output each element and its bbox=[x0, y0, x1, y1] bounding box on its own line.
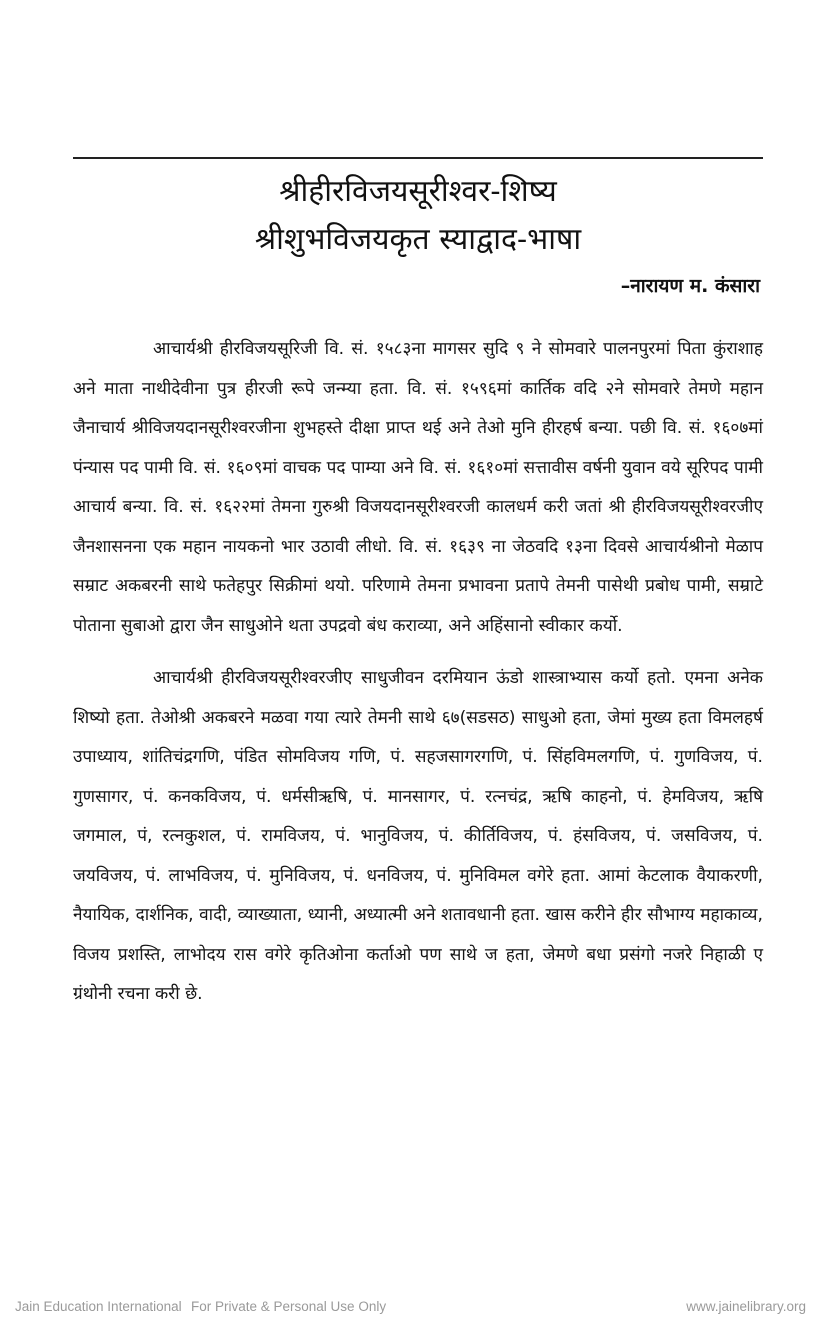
paragraph-2: आचार्यश्री हीरविजयसूरीश्वरजीए साधुजीवन दरमियान ऊंडो शास्त्राभ्यास कर्यो हतो. एमना अनेक शिष्यो हता. तेओश्री अकबरने मळवा गया त्यारे तेमनी साथे ६७(सडसठ) साधुओ हता, जेमां मुख्य हता विमलहर्ष उपाध्याय, शांतिचंद्रगणि, पंडित सोमविजय गणि, पं. सहजसागरगणि, पं. सिंहविमलगणि, पं. गुणविजय, पं. गुणसागर, पं. कनकविजय, पं. धर्मसीऋषि, पं. मानसागर, पं. रत्नचंद्र, ऋषि काहनो, पं. हेमविजय, ऋषि जगमाल, पं, रत्नकुशल, पं. रामविजय, पं. भानुविजय, पं. कीर्तिविजय, पं. हंसविजय, पं. जसविजय, पं. जयविजय, पं. लाभविजय, पं. मुनिविजय, पं. धनविजय, पं. मुनिविमल वगेरे हता. आमां केटलाक वैयाकरणी, नैयायिक, दार्शनिक, वादी, व्याख्याता, ध्यानी, अध्यात्मी अने शतावधानी हता. खास करीने हीर सौभाग्य महाकाव्य, विजय प्रशस्ति, लाभोदय रास वगेरे कृतिओना कर्ताओ पण साथे ज हता, जेमणे बधा प्रसंगो नजरे निहाळी ए ग्रंथोनी रचना करी छे. bbox=[73, 668, 763, 1004]
article-body bbox=[73, 330, 763, 1028]
article-title bbox=[73, 168, 763, 264]
author-byline: –नारायण म. कंसारा bbox=[620, 275, 760, 297]
footer-website: www.jainelibrary.org bbox=[686, 1299, 806, 1314]
title-line-2: श्रीशुभविजयकृत स्याद्वाद-भाषा bbox=[254, 222, 582, 257]
page-footer bbox=[0, 1296, 828, 1320]
footer-publisher: Jain Education International bbox=[15, 1299, 182, 1314]
footer-usage-note: For Private & Personal Use Only bbox=[191, 1299, 387, 1314]
title-line-1: श्रीहीरविजयसूरीश्वर-शिष्य bbox=[279, 174, 557, 209]
header-rule bbox=[73, 157, 763, 159]
paragraph-1: आचार्यश्री हीरविजयसूरिजी वि. सं. १५८३ना मागसर सुदि ९ ने सोमवारे पालनपुरमां पिता कुंराशाह अने माता नाथीदेवीना पुत्र हीरजी रूपे जन्म्या हता. वि. सं. १५९६मां कार्तिक वदि २ने सोमवारे तेमणे महान जैनाचार्य श्रीविजयदानसूरीश्वरजीना शुभहस्ते दीक्षा प्राप्त थई अने तेओ मुनि हीरहर्ष बन्या. पछी वि. सं. १६०७मां पंन्यास पद पामी वि. सं. १६०९मां वाचक पद पाम्या अने वि. सं. १६१०मां सत्तावीस वर्षनी युवान वये सूरिपद पामी आचार्य बन्या. वि. सं. १६२२मां तेमना गुरुश्री विजयदानसूरीश्वरजी कालधर्म करी जतां श्री हीरविजयसूरीश्वरजीए जैनशासनना एक महान नायकनो भार उठावी लीधो. वि. सं. १६३९ ना जेठवदि १३ना दिवसे आचार्यश्रीनो मेळाप सम्राट अकबरनी साथे फतेहपुर सिक्रीमां थयो. परिणामे तेमना प्रभावना प्रतापे तेमनी पासेथी प्रबोध पामी, सम्राटे पोताना सुबाओ द्वारा जैन साधुओने थता उपद्रवो बंध कराव्या, अने अहिंसानो स्वीकार कर्यो. bbox=[73, 339, 763, 636]
